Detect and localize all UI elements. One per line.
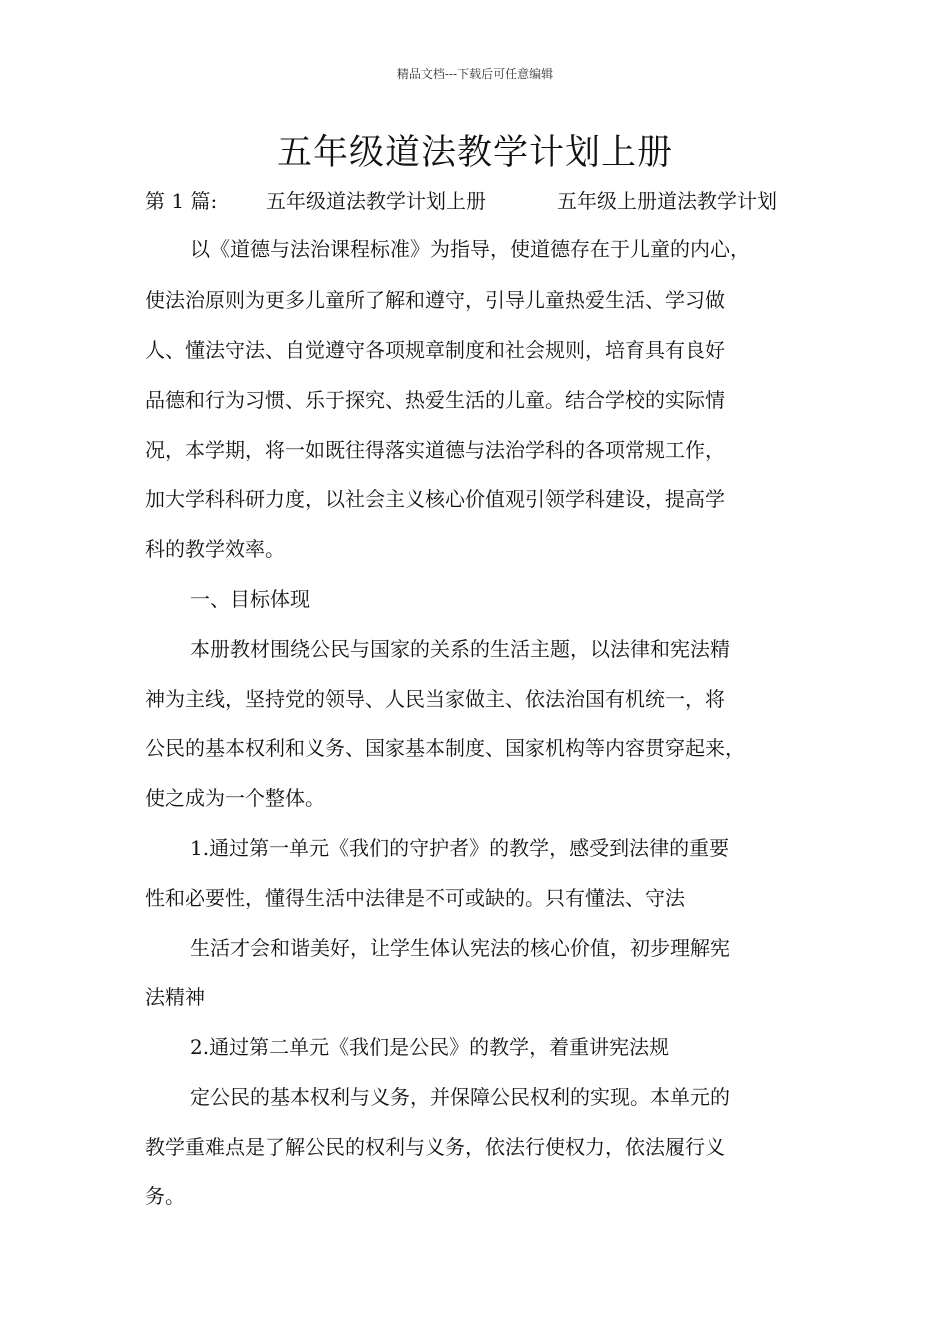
text-line: 以《道德与法治课程标准》为指导，使道德存在于儿童的内心， bbox=[190, 237, 750, 261]
text-line: 加大学科科研力度，以社会主义核心价值观引领学科建设，提高学 bbox=[145, 487, 725, 511]
text-line: 人、懂法守法、自觉遵守各项规章制度和社会规则，培育具有良好 bbox=[145, 338, 725, 362]
text-line: 品德和行为习惯、乐于探究、热爱生活的儿童。结合学校的实际情 bbox=[145, 388, 725, 412]
text-line: 生活才会和谐美好，让学生体认宪法的核心价值，初步理解宪 bbox=[190, 936, 730, 960]
text-line: 1.通过第一单元《我们的守护者》的教学，感受到法律的重要 bbox=[190, 836, 730, 860]
text-line: 使之成为一个整体。 bbox=[145, 786, 325, 810]
subtitle-part: 第 1 篇: bbox=[145, 189, 218, 213]
subtitle-name-1: 五年级道法教学计划上册 bbox=[266, 189, 486, 213]
text-line: 定公民的基本权利与义务，并保障公民权利的实现。本单元的 bbox=[190, 1085, 730, 1109]
header-note: 精品文档---下载后可任意编辑 bbox=[396, 67, 554, 81]
text-line: 神为主线，坚持党的领导、人民当家做主、依法治国有机统一，将 bbox=[145, 687, 725, 711]
text-line: 教学重难点是了解公民的权利与义务，依法行使权力，依法履行义 bbox=[145, 1135, 725, 1159]
subtitle-name-2: 五年级上册道法教学计划 bbox=[557, 189, 777, 213]
document-title: 五年级道法教学计划上册 bbox=[276, 133, 673, 173]
subtitle-row bbox=[145, 184, 825, 218]
text-line: 科的教学效率。 bbox=[145, 537, 285, 561]
text-line: 2.通过第二单元《我们是公民》的教学，着重讲宪法规 bbox=[190, 1035, 670, 1059]
text-line: 况，本学期，将一如既往得落实道德与法治学科的各项常规工作， bbox=[145, 438, 725, 462]
text-line: 性和必要性，懂得生活中法律是不可或缺的。只有懂法、守法 bbox=[145, 886, 685, 910]
text-line: 务。 bbox=[145, 1184, 185, 1208]
text-line: 使法治原则为更多儿童所了解和遵守，引导儿童热爱生活、学习做 bbox=[145, 288, 725, 312]
text-line: 本册教材围绕公民与国家的关系的生活主题，以法律和宪法精 bbox=[190, 637, 730, 661]
text-line: 法精神 bbox=[145, 985, 205, 1009]
section-heading: 一、目标体现 bbox=[190, 587, 310, 611]
text-line: 公民的基本权利和义务、国家基本制度、国家机构等内容贯穿起来， bbox=[145, 736, 745, 760]
